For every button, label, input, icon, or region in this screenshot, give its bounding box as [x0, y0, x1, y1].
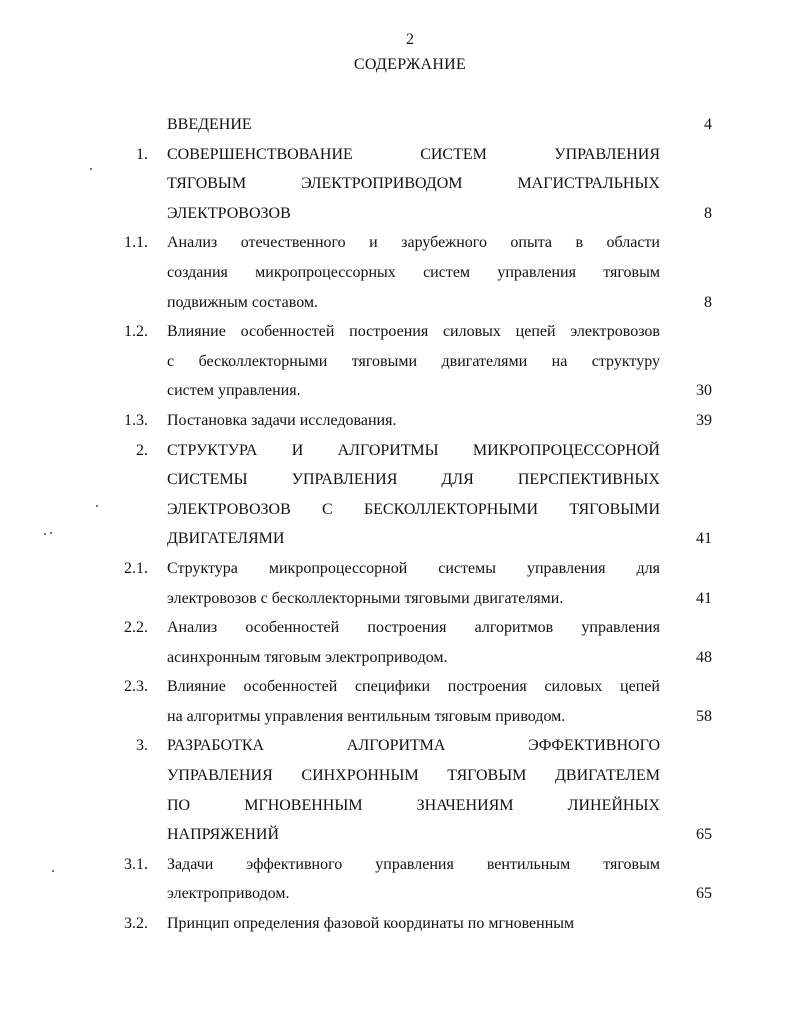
toc-entry-page: 30: [696, 382, 712, 400]
toc-entry-line: Влияние особенностей построения силовых цепей электровозов: [167, 323, 660, 341]
toc-entry-number: 1.: [136, 145, 148, 163]
toc-entry-number: 3.2.: [124, 915, 148, 933]
toc-entry-line: СТРУКТУРА И АЛГОРИТМЫ МИКРОПРОЦЕССОРНОЙ: [167, 441, 660, 459]
toc-entry-line: СИСТЕМЫ УПРАВЛЕНИЯ ДЛЯ ПЕРСПЕКТИВНЫХ: [167, 471, 660, 489]
toc-entry-line: ТЯГОВЫМ ЭЛЕКТРОПРИВОДОМ МАГИСТРАЛЬНЫХ: [167, 175, 660, 193]
toc-entry: [0, 140, 792, 229]
table-of-contents: [0, 110, 792, 939]
toc-entry-page: 41: [696, 530, 712, 548]
toc-entry-line: Структура микропроцессорной системы управления для: [167, 559, 660, 577]
toc-entry-line: ПО МГНОВЕННЫМ ЗНАЧЕНИЯМ ЛИНЕЙНЫХ: [167, 796, 660, 814]
toc-entry-line: ДВИГАТЕЛЯМИ: [167, 530, 285, 548]
toc-entry-line: систем управления.: [167, 382, 301, 400]
toc-entry-title: [167, 613, 660, 672]
toc-entry: [0, 554, 792, 613]
toc-entry-line: асинхронным тяговым электроприводом.: [167, 648, 448, 666]
toc-entry-line: на алгоритмы управления вентильным тяговым приводом.: [167, 707, 566, 725]
toc-entry-title: [167, 850, 660, 909]
toc-entry-line: Анализ особенностей построения алгоритмов управления: [167, 619, 660, 637]
toc-entry-number: 3.: [136, 737, 148, 755]
toc-entry-page: 41: [696, 589, 712, 607]
toc-entry-title: [167, 731, 660, 849]
toc-entry: [0, 317, 792, 406]
toc-entry-title: [167, 406, 660, 436]
toc-entry-line: с бесколлекторными тяговыми двигателями на структуру: [167, 352, 660, 370]
toc-entry-page: 39: [696, 411, 712, 429]
toc-entry-title: [167, 436, 660, 554]
toc-entry: [0, 672, 792, 731]
toc-entry: [0, 613, 792, 672]
toc-entry-line: электроприводом.: [167, 885, 290, 903]
toc-entry-page: 65: [696, 885, 712, 903]
toc-entry-number: 2.1.: [124, 559, 148, 577]
toc-entry-page: 65: [696, 826, 712, 844]
toc-entry-title: [167, 672, 660, 731]
toc-entry: [0, 850, 792, 909]
toc-entry-line: Задачи эффективного управления вентильным тяговым: [167, 855, 660, 873]
toc-entry-page: 8: [704, 293, 712, 311]
toc-entry-number: 1.1.: [124, 234, 148, 252]
toc-entry-title: [167, 110, 660, 140]
page-number: 2: [406, 31, 414, 48]
toc-entry-title: [167, 228, 660, 317]
toc-entry-line: СОВЕРШЕНСТВОВАНИЕ СИСТЕМ УПРАВЛЕНИЯ: [167, 145, 660, 163]
toc-entry-title: [167, 554, 660, 613]
toc-entry-line: Влияние особенностей специфики построения силовых цепей: [167, 678, 660, 696]
toc-entry-title: [167, 317, 660, 406]
toc-entry-line: подвижным составом.: [167, 293, 319, 311]
page-title: СОДЕРЖАНИЕ: [353, 56, 467, 73]
toc-entry-line: Принцип определения фазовой координаты по мгновенным: [167, 915, 575, 933]
toc-entry-page: 58: [696, 707, 712, 725]
toc-entry: [0, 436, 792, 554]
toc-entry: [0, 731, 792, 849]
toc-entry: [0, 110, 792, 140]
toc-entry-line: ЭЛЕКТРОВОЗОВ: [167, 204, 291, 222]
toc-entry-line: РАЗРАБОТКА АЛГОРИТМА ЭФФЕКТИВНОГО: [167, 737, 660, 755]
toc-entry-page: 48: [696, 648, 712, 666]
toc-entry: [0, 909, 792, 939]
toc-entry-title: [167, 909, 660, 939]
toc-entry-line: ЭЛЕКТРОВОЗОВ С БЕСКОЛЛЕКТОРНЫМИ ТЯГОВЫМИ: [167, 500, 660, 518]
toc-entry-page: 8: [704, 204, 712, 222]
toc-entry-number: 1.3.: [124, 411, 148, 429]
toc-entry-line: НАПРЯЖЕНИЙ: [167, 826, 279, 844]
toc-entry-line: ВВЕДЕНИЕ: [167, 116, 252, 133]
toc-entry-number: 1.2.: [124, 323, 148, 341]
toc-entry: [0, 406, 792, 436]
scan-speck: [96, 505, 98, 507]
toc-entry: [0, 228, 792, 317]
toc-entry-number: 2.2.: [124, 619, 148, 637]
toc-entry-line: Постановка задачи исследования.: [167, 411, 397, 429]
toc-entry-line: создания микропроцессорных систем управления тяговым: [167, 263, 660, 281]
toc-entry-line: Анализ отечественного и зарубежного опыта в области: [167, 234, 660, 252]
scan-speck: [90, 168, 92, 170]
scan-speck: [44, 533, 46, 535]
toc-entry-number: 3.1.: [124, 855, 148, 873]
toc-entry-number: 2.: [136, 441, 148, 459]
scan-speck: [52, 870, 54, 872]
toc-entry-line: УПРАВЛЕНИЯ СИНХРОННЫМ ТЯГОВЫМ ДВИГАТЕЛЕМ: [167, 767, 660, 785]
toc-entry-title: [167, 140, 660, 229]
toc-entry-page: 4: [704, 116, 712, 133]
toc-entry-number: 2.3.: [124, 678, 148, 696]
scan-speck: [50, 532, 52, 534]
toc-entry-line: электровозов с бесколлекторными тяговыми двигателями.: [167, 589, 564, 607]
